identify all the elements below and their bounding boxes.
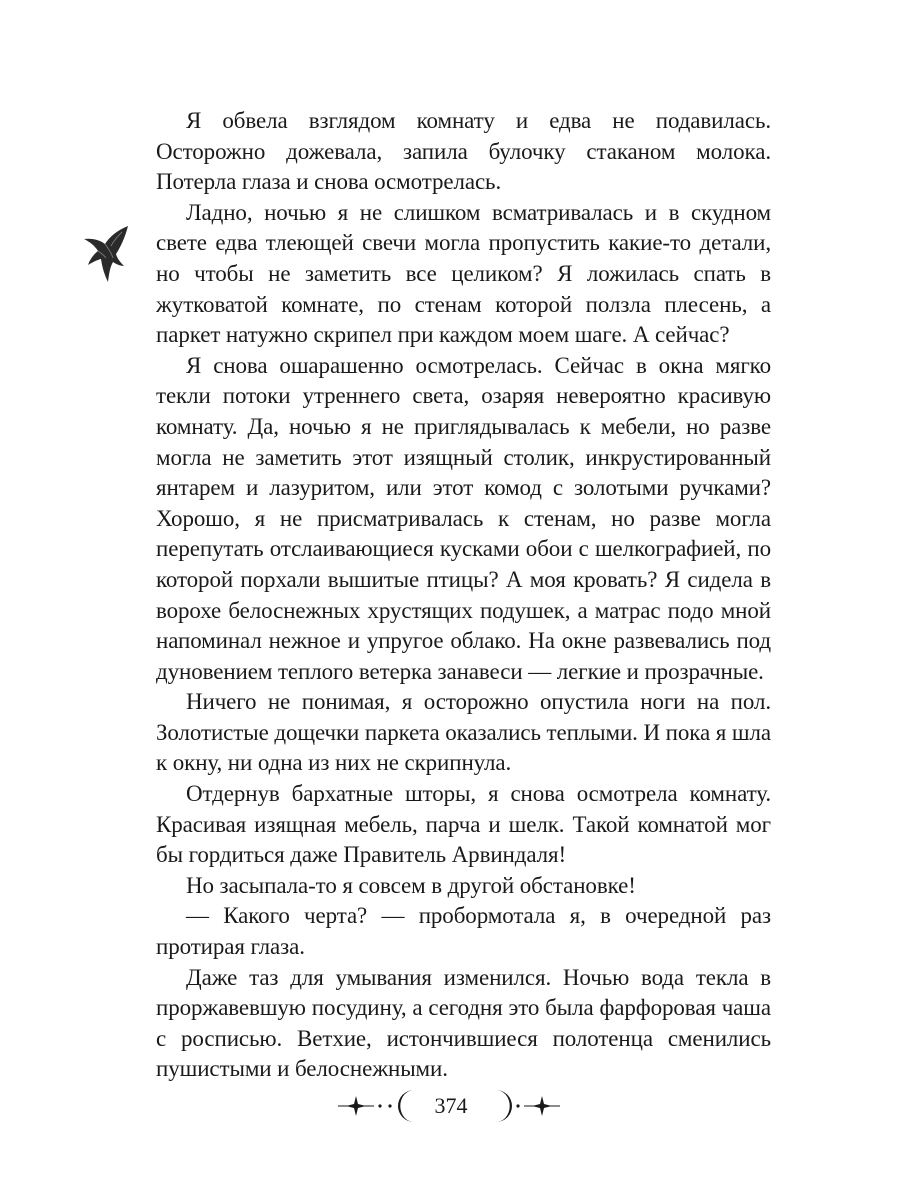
dot-icon: [378, 1104, 391, 1107]
paragraph: Отдернув бархатные шторы, я снова осмотрела комнату. Красивая изящная мебель, парча и шелк. Такой комнатой мог бы гордиться даже Правитель Арвиндаля!: [156, 781, 771, 868]
paragraph: Ладно, ночью я не слишком всматривалась и в скудном свете едва тлеющей свечи могла пропустить какие-то детали, но чтобы не заметить все целиком? Я ложилась спать в жутковатой комнате, по стенам которой ползла плесень, а паркет натужно скрипел при каждом моем шаге. А сейчас?: [156, 199, 771, 348]
crescent-moon-icon: [496, 1090, 512, 1122]
page-folio: [0, 1086, 900, 1130]
paragraph: — Какого черта? — пробормотала я, в очередной раз протирая глаза.: [156, 903, 771, 960]
paragraph: Ничего не понимая, я осторожно опустила ноги на пол. Золотистые дощечки паркета оказались теплыми. И пока я шла к окну, ни одна из них не скрипнула.: [156, 689, 771, 776]
star-icon: [338, 1096, 374, 1116]
dot-icon: [516, 1104, 519, 1107]
paragraph: Я снова ошарашенно осмотрелась. Сейчас в окна мягко текли потоки утреннего света, озаряя невероятно красивую комнату. Да, ночью я не приглядывалась к мебели, но разве могла не заметить этот изящный столик, инкрустированный янтарем и лазуритом, или этот комод с золотыми ручками? Хорошо, я не присматривалась к стенам, но разве могла перепутать отслаивающиеся кусками обои с шелкографией, по которой порхали вышитые птицы? А моя кровать? Я сидела в ворохе белоснежных хрустящих подушек, а матрас подо мной напоминал нежное и упругое облако. На окне развевались под дуновением теплого ветерка занавеси — легкие и прозрачные.: [156, 352, 771, 684]
page-number: 374: [434, 1093, 468, 1118]
crescent-moon-icon: [398, 1090, 414, 1122]
paragraph: Я обвела взглядом комнату и едва не подавилась. Осторожно дожевала, запила булочку стаканом молока. Потерла глаза и снова осмотрелась.: [156, 108, 771, 195]
paragraph: Даже таз для умывания изменился. Ночью вода текла в проржавевшую посудину, а сегодня это была фарфоровая чаша с росписью. Ветхие, истончившиеся полотенца сменились пушистыми и белоснежными.: [156, 964, 771, 1082]
star-icon: [524, 1096, 560, 1116]
body-text: [156, 106, 771, 1085]
paragraph: Но засыпала-то я совсем в другой обстановке!: [186, 872, 636, 898]
raven-icon: [78, 222, 136, 286]
